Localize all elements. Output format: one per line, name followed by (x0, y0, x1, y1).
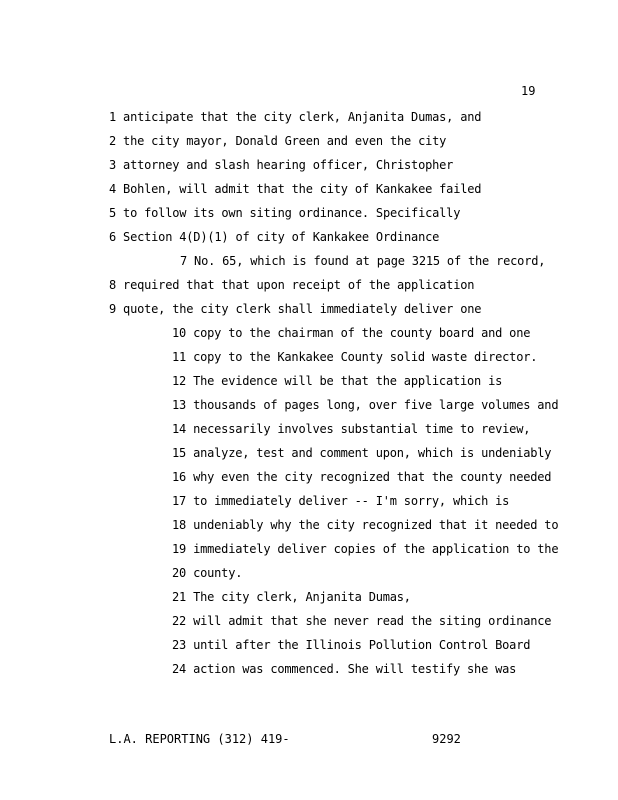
transcript-line: 19 immediately deliver copies of the application to the (172, 542, 559, 556)
transcript-line: 13 thousands of pages long, over five large volumes and (172, 398, 559, 412)
transcript-line: 10 copy to the chairman of the county board and one (172, 326, 531, 340)
transcript-line: 22 will admit that she never read the siting ordinance (172, 614, 552, 628)
transcript-line: 4 Bohlen, will admit that the city of Kankakee failed (109, 182, 482, 196)
transcript-line: 23 until after the Illinois Pollution Control Board (172, 638, 531, 652)
transcript-line: 5 to follow its own siting ordinance. Specifically (109, 206, 461, 220)
transcript-line: 3 attorney and slash hearing officer, Christopher (109, 158, 454, 172)
transcript-line: 14 necessarily involves substantial time to review, (172, 422, 531, 436)
transcript-line: 24 action was commenced. She will testify she was (172, 662, 517, 676)
footer-reporter: L.A. REPORTING (312) 419- (109, 732, 290, 746)
transcript-line: 16 why even the city recognized that the county needed (172, 470, 552, 484)
transcript-line: 18 undeniably why the city recognized that it needed to (172, 518, 559, 532)
transcript-line: 1 anticipate that the city clerk, Anjanita Dumas, and (109, 110, 482, 124)
transcript-line: 9 quote, the city clerk shall immediately deliver one (109, 302, 482, 316)
transcript-line: 12 The evidence will be that the application is (172, 374, 503, 388)
transcript-line: 21 The city clerk, Anjanita Dumas, (172, 590, 411, 604)
transcript-line: 6 Section 4(D)(1) of city of Kankakee Ordinance (109, 230, 440, 244)
transcript-line: 11 copy to the Kankakee County solid waste director. (172, 350, 538, 364)
transcript-line: 15 analyze, test and comment upon, which is undeniably (172, 446, 552, 460)
transcript-line: 17 to immediately deliver -- I'm sorry, which is (172, 494, 510, 508)
transcript-line: 7 No. 65, which is found at page 3215 of the record, (180, 254, 546, 268)
page-number: 19 (521, 84, 536, 98)
transcript-line: 20 county. (172, 566, 243, 580)
transcript-line: 2 the city mayor, Donald Green and even the city (109, 134, 447, 148)
footer-phone-suffix: 9292 (432, 732, 461, 746)
transcript-line: 8 required that that upon receipt of the application (109, 278, 475, 292)
